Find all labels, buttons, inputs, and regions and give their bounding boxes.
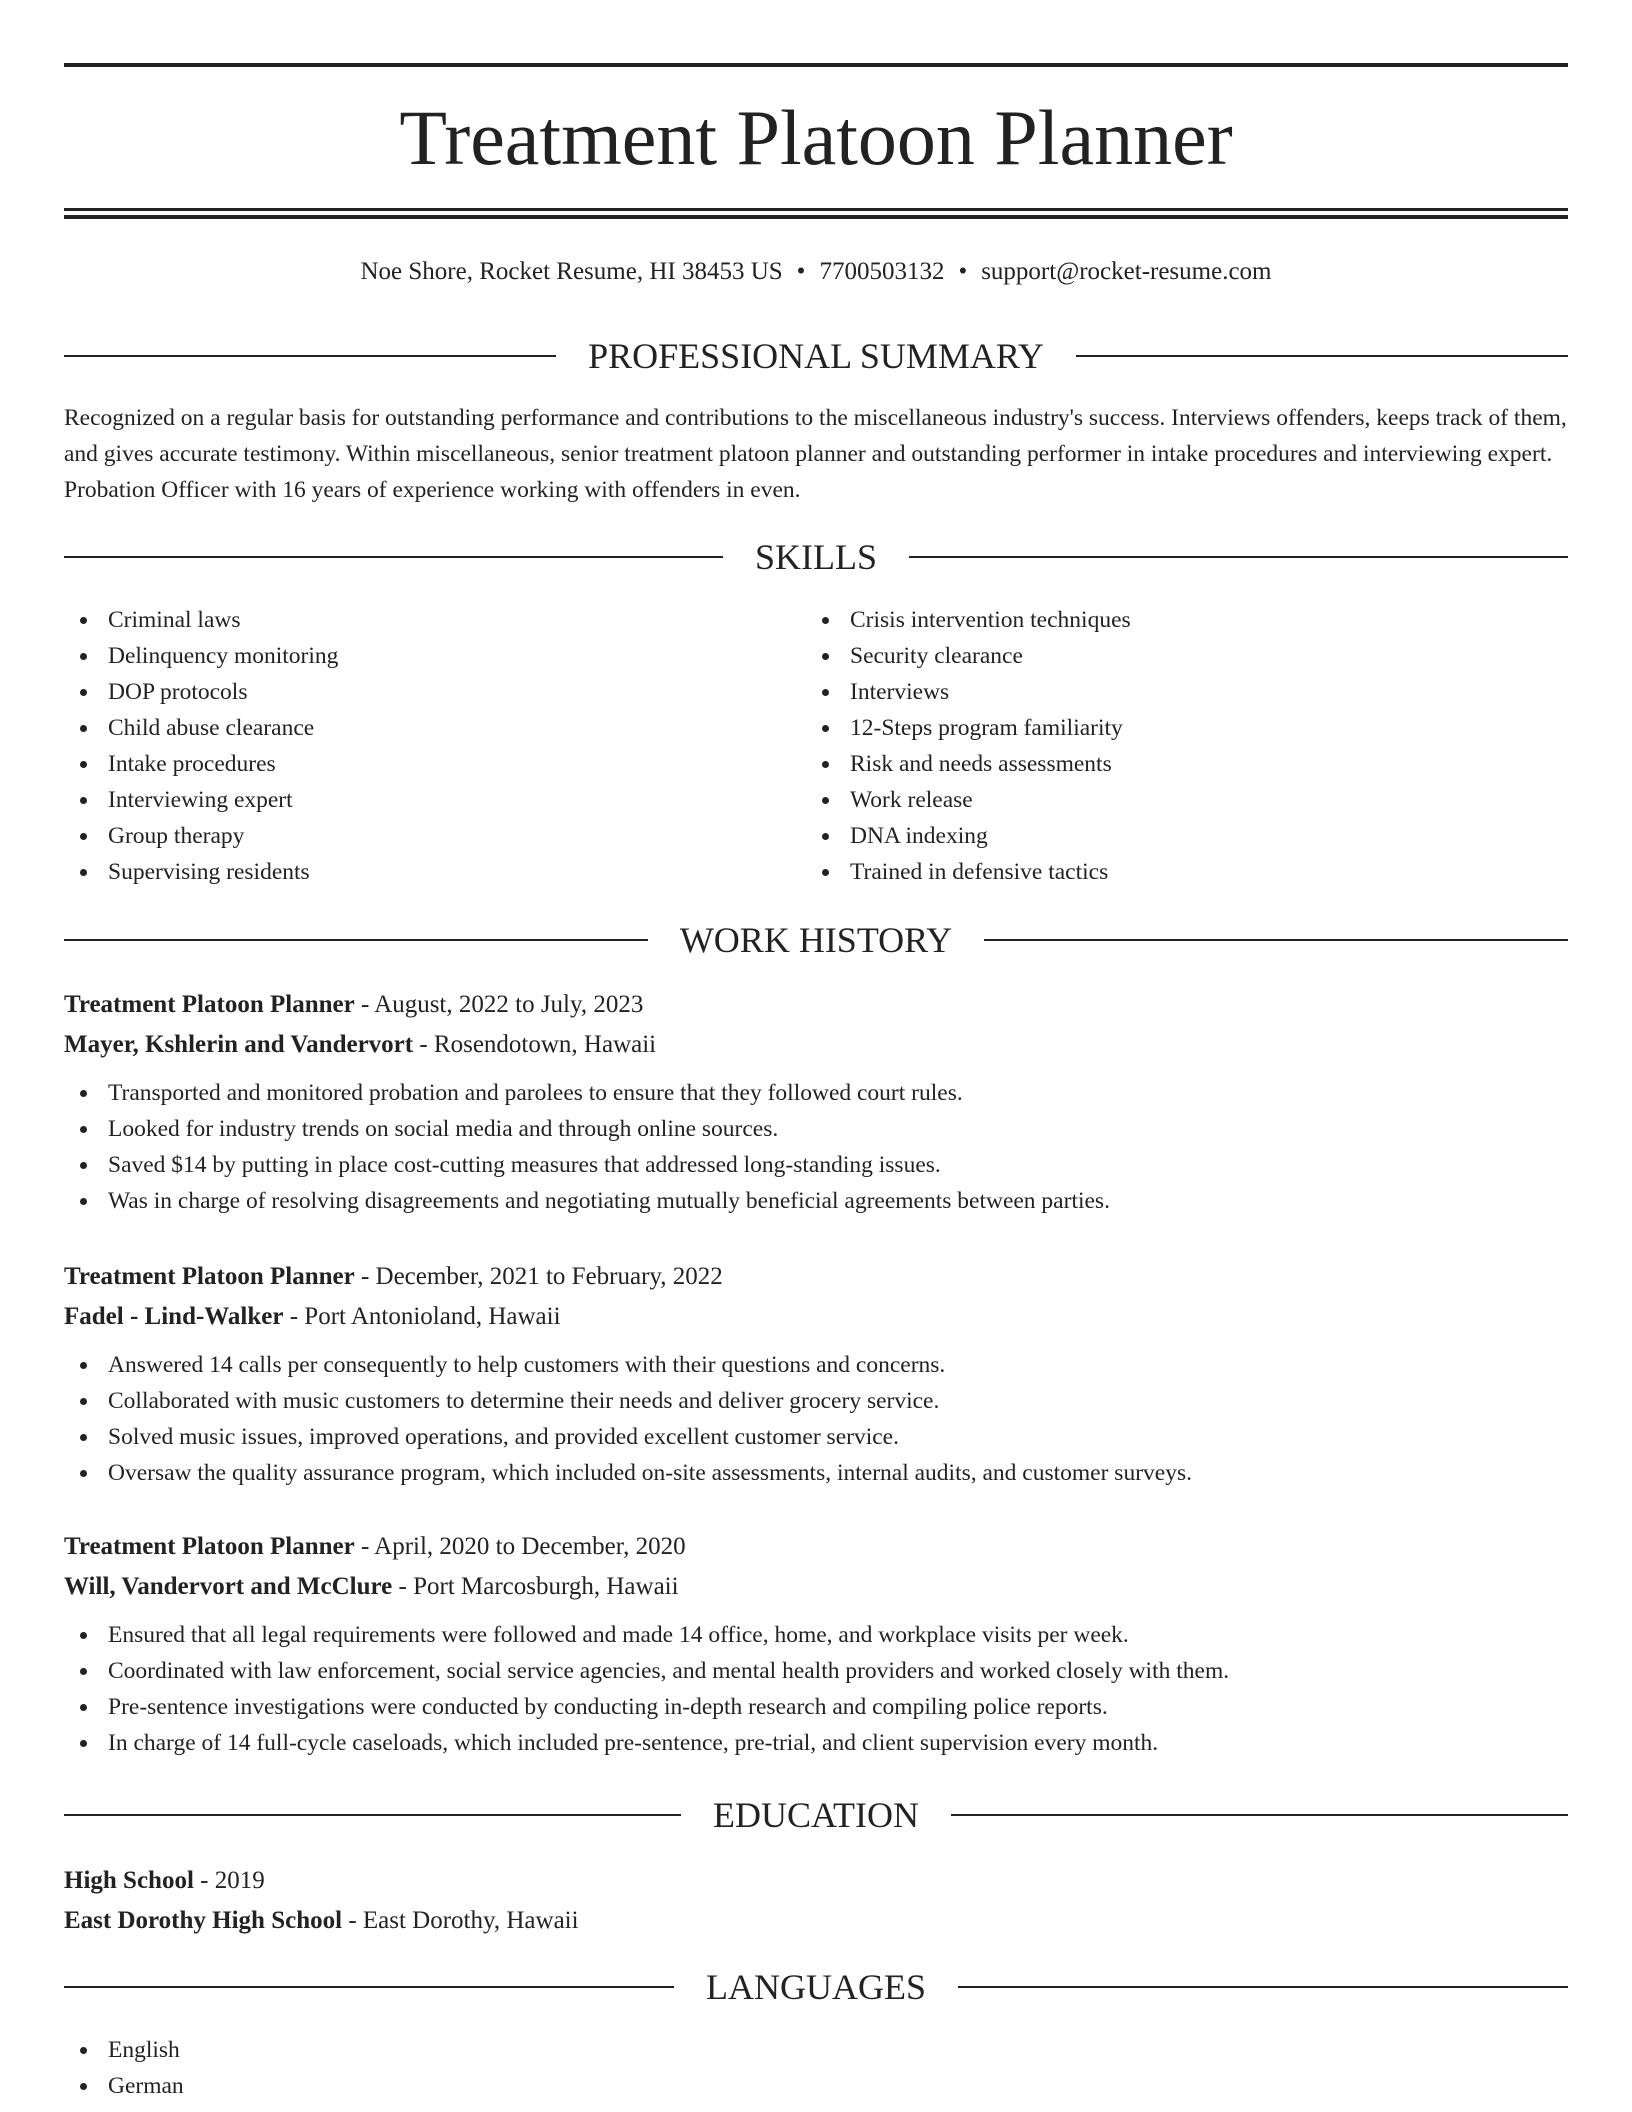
section-rule (64, 1986, 674, 1988)
job-bullets (64, 1075, 1568, 1219)
job-bullet: Oversaw the quality assurance program, which included on-site assessments, internal audits, and customer surveys. (64, 1455, 1568, 1491)
skill-item: 12-Steps program familiarity (806, 710, 1506, 746)
job-location: - Rosendotown, Hawaii (413, 1031, 657, 1058)
skill-item: Criminal laws (64, 602, 764, 638)
resume-title: Treatment Platoon Planner (399, 94, 1233, 181)
job-title-line (64, 1257, 1568, 1297)
job-bullet: Answered 14 calls per consequently to help customers with their questions and concerns. (64, 1347, 1568, 1383)
summary-text: Recognized on a regular basis for outstanding performance and contributions to the miscellaneous industry's success. Interviews offenders, keeps track of them, and gives accurate testimony. Within miscellaneous, senior treatment platoon planner and outstanding performer in intake procedures and interviewing expert. Probation Officer with 16 years of experience working with offenders in even. (64, 405, 1567, 503)
contact-phone: 7700503132 (819, 258, 945, 285)
language-item: German (64, 2068, 764, 2104)
section-rule (951, 1814, 1568, 1816)
job-location: - Port Antonioland, Hawaii (283, 1303, 561, 1330)
section-rule (64, 1814, 681, 1816)
education-year: - 2019 (193, 1867, 265, 1894)
job-bullet: Transported and monitored probation and parolees to ensure that they followed court rules. (64, 1075, 1568, 1111)
job-bullet: Pre-sentence investigations were conducted by conducting in-depth research and compiling police reports. (64, 1689, 1568, 1725)
education-school: East Dorothy High School (64, 1907, 343, 1934)
skill-item: Security clearance (806, 638, 1506, 674)
section-rule (64, 556, 723, 558)
title-rule-upper (64, 208, 1568, 211)
job-company-line (64, 1297, 1568, 1337)
section-header-work (64, 918, 1568, 962)
skill-item: Supervising residents (64, 854, 764, 890)
section-rule (958, 1986, 1568, 1988)
languages-list (64, 2032, 764, 2104)
section-title: SKILLS (755, 537, 878, 577)
skill-item: Work release (806, 782, 1506, 818)
job-entry (64, 1257, 1568, 1491)
skill-item: Child abuse clearance (64, 710, 764, 746)
top-rule (64, 63, 1568, 67)
job-company: Fadel - Lind-Walker (64, 1303, 284, 1330)
job-bullet: Coordinated with law enforcement, social service agencies, and mental health providers and worked closely with them. (64, 1653, 1568, 1689)
job-entry (64, 985, 1568, 1219)
job-company-line (64, 1025, 1568, 1065)
job-company-line (64, 1567, 1568, 1607)
job-company: Will, Vandervort and McClure (64, 1573, 393, 1600)
section-header-summary (64, 334, 1568, 378)
skill-item: Intake procedures (64, 746, 764, 782)
job-dates: - December, 2021 to February, 2022 (354, 1263, 723, 1290)
contact-address: Noe Shore, Rocket Resume, HI 38453 US (360, 258, 783, 285)
job-bullet: Collaborated with music customers to determine their needs and deliver grocery service. (64, 1383, 1568, 1419)
job-bullet: In charge of 14 full-cycle caseloads, which included pre-sentence, pre-trial, and client supervision every month. (64, 1725, 1568, 1761)
job-title: Treatment Platoon Planner (64, 1533, 355, 1560)
section-rule (64, 939, 648, 941)
education-entry (64, 1861, 1568, 1941)
education-degree: High School (64, 1867, 194, 1894)
section-header-education (64, 1793, 1568, 1837)
skills-list-left (64, 602, 764, 890)
skill-item: Interviewing expert (64, 782, 764, 818)
language-item: English (64, 2032, 764, 2068)
skill-item: Trained in defensive tactics (806, 854, 1506, 890)
education-location: - East Dorothy, Hawaii (342, 1907, 579, 1934)
job-bullet: Solved music issues, improved operations, and provided excellent customer service. (64, 1419, 1568, 1455)
skill-item: DNA indexing (806, 818, 1506, 854)
skills-list-right (806, 602, 1506, 890)
job-bullet: Saved $14 by putting in place cost-cutting measures that addressed long-standing issues. (64, 1147, 1568, 1183)
job-title-line (64, 985, 1568, 1025)
section-rule (909, 556, 1568, 558)
skill-item: DOP protocols (64, 674, 764, 710)
job-bullet: Looked for industry trends on social media and through online sources. (64, 1111, 1568, 1147)
skill-item: Interviews (806, 674, 1506, 710)
job-title: Treatment Platoon Planner (64, 1263, 355, 1290)
skill-item: Delinquency monitoring (64, 638, 764, 674)
section-title: WORK HISTORY (679, 920, 953, 960)
job-company: Mayer, Kshlerin and Vandervort (64, 1031, 414, 1058)
section-header-skills (64, 535, 1568, 579)
job-bullet: Ensured that all legal requirements were followed and made 14 office, home, and workplace visits per week. (64, 1617, 1568, 1653)
section-title: LANGUAGES (706, 1967, 926, 2007)
education-school-line (64, 1901, 1568, 1941)
section-rule (984, 939, 1568, 941)
job-title-line (64, 1527, 1568, 1567)
job-bullets (64, 1617, 1568, 1761)
job-bullets (64, 1347, 1568, 1491)
section-rule (64, 355, 556, 357)
education-degree-line (64, 1861, 1568, 1901)
job-entry (64, 1527, 1568, 1761)
title-rule-lower (64, 215, 1568, 219)
contact-line (64, 254, 1568, 290)
job-dates: - August, 2022 to July, 2023 (354, 991, 644, 1018)
skill-item: Group therapy (64, 818, 764, 854)
contact-email: support@rocket-resume.com (981, 258, 1272, 285)
contact-separator: • (958, 258, 968, 285)
skill-item: Crisis intervention techniques (806, 602, 1506, 638)
section-title: PROFESSIONAL SUMMARY (588, 336, 1044, 376)
section-rule (1076, 355, 1568, 357)
job-location: - Port Marcosburgh, Hawaii (392, 1573, 679, 1600)
skill-item: Risk and needs assessments (806, 746, 1506, 782)
section-header-languages (64, 1965, 1568, 2009)
job-bullet: Was in charge of resolving disagreements and negotiating mutually beneficial agreements between parties. (64, 1183, 1568, 1219)
job-title: Treatment Platoon Planner (64, 991, 355, 1018)
job-dates: - April, 2020 to December, 2020 (354, 1533, 686, 1560)
contact-separator: • (796, 258, 806, 285)
section-title: EDUCATION (713, 1795, 919, 1835)
